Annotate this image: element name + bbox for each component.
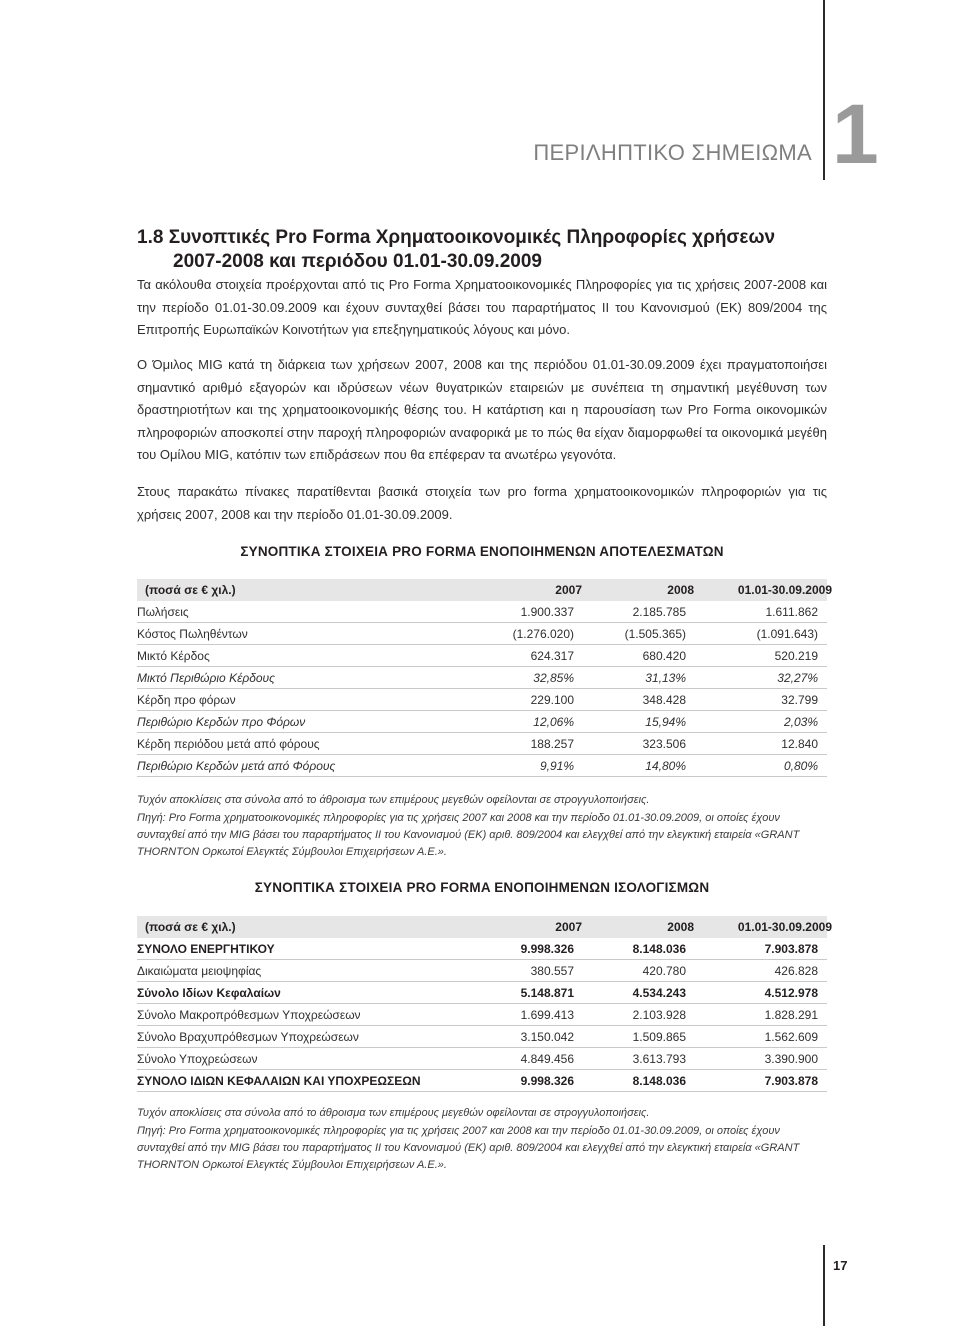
running-header-title: ΠΕΡΙΛΗΠΤΙΚΟ ΣΗΜΕΙΩΜΑ <box>533 140 812 165</box>
value-2008: 323.506 <box>642 736 686 751</box>
value-2008: 2.185.785 <box>632 604 686 619</box>
value-2008: 4.534.243 <box>632 985 686 1000</box>
value-2007: 5.148.871 <box>520 985 574 1000</box>
income-table <box>137 579 832 777</box>
table-row <box>137 689 827 711</box>
income-table-body <box>137 601 827 777</box>
value-2007: 188.257 <box>530 736 574 751</box>
table-row <box>137 733 827 755</box>
value-2007: 12,06% <box>533 714 574 729</box>
header-rule <box>823 0 825 180</box>
value-2009: 1.562.609 <box>764 1029 818 1044</box>
value-2007: 9.998.326 <box>520 1073 574 1088</box>
value-2009: 4.512.978 <box>764 985 818 1000</box>
value-2008: 3.613.793 <box>632 1051 686 1066</box>
value-2008: 14,80% <box>645 758 686 773</box>
value-2007: 229.100 <box>530 692 574 707</box>
header-units: (ποσά σε € χιλ.) <box>145 920 236 934</box>
value-2009: 32.799 <box>781 692 818 707</box>
value-2007: 1.699.413 <box>520 1007 574 1022</box>
value-2007: 4.849.456 <box>520 1051 574 1066</box>
table-row <box>137 938 827 960</box>
balance-table-header <box>137 916 832 938</box>
table-row <box>137 1004 827 1026</box>
row-label: Σύνολο Μακροπρόθεσμων Υποχρεώσεων <box>137 1007 361 1022</box>
value-2008: 420.780 <box>642 963 686 978</box>
value-2007: 9.998.326 <box>520 941 574 956</box>
table-row <box>137 1070 827 1092</box>
balance-table-body <box>137 938 827 1092</box>
value-2007: (1.276.020) <box>512 626 574 641</box>
value-2009: 32,27% <box>777 670 818 685</box>
table-row <box>137 1026 827 1048</box>
row-label: Δικαιώματα μειοψηφίας <box>137 963 262 978</box>
value-2009: 1.611.862 <box>765 604 818 619</box>
header-units: (ποσά σε € χιλ.) <box>145 583 236 597</box>
value-2007: 32,85% <box>533 670 574 685</box>
value-2008: 8.148.036 <box>632 941 686 956</box>
footer-rule <box>823 1245 825 1326</box>
value-2009: 7.903.878 <box>764 941 818 956</box>
table-row <box>137 645 827 667</box>
income-rounding-note: Τυχόν αποκλίσεις στα σύνολα από το άθροισμα των επιμέρους μεγεθών οφείλονται σε στρογγυλοποιήσεις. <box>137 794 650 806</box>
header-2007: 2007 <box>555 920 582 934</box>
value-2009: 1.828.291 <box>764 1007 818 1022</box>
value-2007: 9,91% <box>539 758 574 773</box>
value-2009: 0,80% <box>783 758 818 773</box>
row-label: ΣΥΝΟΛΟ ΙΔΙΩΝ ΚΕΦΑΛΑΙΩΝ ΚΑΙ ΥΠΟΧΡΕΩΣΕΩΝ <box>137 1073 421 1088</box>
intro-paragraph: Τα ακόλουθα στοιχεία προέρχονται από τις Pro Forma Χρηματοοικονομικές Πληροφορίες για τις χρήσεις 2007-2008 και την περίοδο 01.01-30.09.2009 και έχουν συνταχθεί βάσει του παραρτήματος ΙΙ του Κανονισμού (ΕΚ) 809/2004 της Επιτροπής Ευρωπαϊκών Κοινοτήτων για επεξηγηματικούς λόγους και μόνο. <box>137 277 827 337</box>
header-2008: 2008 <box>667 920 694 934</box>
section-title-line-2: 2007-2008 και περιόδου 01.01-30.09.2009 <box>173 251 542 272</box>
income-table-title: ΣΥΝΟΠΤΙΚΑ ΣΤΟΙΧΕΙΑ PRO FORMA ΕΝΟΠΟΙΗΜΕΝΩΝ ΑΠΟΤΕΛΕΣΜΑΤΩΝ <box>240 544 724 559</box>
section-title <box>137 226 827 274</box>
table-row <box>137 623 827 645</box>
row-label: ΣΥΝΟΛΟ ΕΝΕΡΓΗΤΙΚΟΥ <box>137 941 275 956</box>
value-2007: 624.317 <box>530 648 574 663</box>
value-2009: 426.828 <box>774 963 818 978</box>
header-period-2009: 01.01-30.09.2009 <box>737 583 832 597</box>
income-source-note: Πηγή: Pro Forma χρηματοοικονομικές πληροφορίες για τις χρήσεις 2007 και 2008 και την περίοδο 01.01-30.09.2009, οι οποίες έχουν συνταχθεί από την MIG βάσει του παραρτήματος ΙΙ του Κανονισμού (ΕΚ) αριθ. 809/2004 και ελεγχθεί από την ελεγκτική εταιρεία «GRANT THORNTON Ορκωτοί Ελεγκτές Σύμβουλοι Επιχειρήσεων Α.Ε.». <box>137 812 800 858</box>
chapter-number: 1 <box>832 87 879 181</box>
table-row <box>137 982 827 1004</box>
header-2008: 2008 <box>667 583 694 597</box>
value-2007: 380.557 <box>530 963 574 978</box>
value-2008: 680.420 <box>642 648 686 663</box>
value-2008: 348.428 <box>642 692 686 707</box>
value-2008: 15,94% <box>645 714 686 729</box>
table-row <box>137 667 827 689</box>
value-2009: 520.219 <box>774 648 818 663</box>
row-label: Σύνολο Βραχυπρόθεσμων Υποχρεώσεων <box>137 1029 359 1044</box>
tables-intro-paragraph: Στους παρακάτω πίνακες παρατίθενται βασικά στοιχεία των pro forma χρηματοοικονομικών πληροφοριών για τις χρήσεις 2007, 2008 και την περίοδο 01.01-30.09.2009. <box>137 484 827 522</box>
row-label: Κέρδη προ φόρων <box>137 692 236 707</box>
income-table-header <box>137 579 832 601</box>
table-row <box>137 1048 827 1070</box>
value-2008: (1.505.365) <box>624 626 686 641</box>
row-label: Μικτό Περιθώριο Κέρδους <box>137 670 275 685</box>
header-2007: 2007 <box>555 583 582 597</box>
balance-table <box>137 916 832 1092</box>
row-label: Περιθώριο Κερδών προ Φόρων <box>137 714 306 729</box>
page-number: 17 <box>833 1258 848 1273</box>
row-label: Κόστος Πωληθέντων <box>137 626 248 641</box>
balance-source-note: Πηγή: Pro Forma χρηματοοικονομικές πληροφορίες για τις χρήσεις 2007 και 2008 και την περίοδο 01.01-30.09.2009, οι οποίες έχουν συνταχθεί από την MIG βάσει του παραρτήματος ΙΙ του Κανονισμού (ΕΚ) αριθ. 809/2004 και ελεγχθεί από την ελεγκτική εταιρεία «GRANT THORNTON Ορκωτοί Ελεγκτές Σύμβουλοι Επιχειρήσεων Α.Ε.». <box>137 1125 800 1171</box>
table-row <box>137 755 827 777</box>
value-2008: 2.103.928 <box>632 1007 686 1022</box>
table-row <box>137 601 827 623</box>
table-row <box>137 711 827 733</box>
section-title-line-1: 1.8 Συνοπτικές Pro Forma Χρηματοοικονομικές Πληροφορίες χρήσεων <box>137 227 776 248</box>
value-2009: 7.903.878 <box>764 1073 818 1088</box>
value-2008: 8.148.036 <box>632 1073 686 1088</box>
value-2008: 1.509.865 <box>632 1029 686 1044</box>
row-label: Κέρδη περιόδου μετά από φόρους <box>137 736 320 751</box>
mig-paragraph: Ο Όμιλος MIG κατά τη διάρκεια των χρήσεων 2007, 2008 και της περιόδου 01.01-30.09.2009 έχει πραγματοποιήσει σημαντικό αριθμό εξαγορών και ιδρύσεων νέων θυγατρικών εταιρειών με συνέπεια τη σημαντική μεγέθυνση των δραστηριοτήτων και της χρηματοοικονομικής θέσης του. Η κατάρτιση και η παρουσίαση των Pro Forma οικονομικών πληροφοριών αποσκοπεί στην παροχή πληροφοριών αναφορικά με το πώς θα είχαν διαμορφωθεί τα οικονομικά μεγέθη του Ομίλου MIG, κατόπιν των επιδράσεων που θα επέφεραν τα ανωτέρω γεγονότα. <box>137 357 827 462</box>
row-label: Περιθώριο Κερδών μετά από Φόρους <box>137 758 336 773</box>
row-label: Πωλήσεις <box>137 604 189 619</box>
value-2009: 2,03% <box>783 714 818 729</box>
header-period-2009: 01.01-30.09.2009 <box>737 920 832 934</box>
value-2008: 31,13% <box>645 670 686 685</box>
balance-rounding-note: Τυχόν αποκλίσεις στα σύνολα από το άθροισμα των επιμέρους μεγεθών οφείλονται σε στρογγυλοποιήσεις. <box>137 1107 650 1119</box>
table-row <box>137 960 827 982</box>
row-label: Σύνολο Υποχρεώσεων <box>137 1051 258 1066</box>
value-2009: 12.840 <box>781 736 818 751</box>
row-label: Μικτό Κέρδος <box>137 648 210 663</box>
row-label: Σύνολο Ιδίων Κεφαλαίων <box>137 985 281 1000</box>
value-2007: 1.900.337 <box>520 604 574 619</box>
value-2007: 3.150.042 <box>520 1029 574 1044</box>
balance-table-title: ΣΥΝΟΠΤΙΚΑ ΣΤΟΙΧΕΙΑ PRO FORMA ΕΝΟΠΟΙΗΜΕΝΩΝ ΙΣΟΛΟΓΙΣΜΩΝ <box>254 880 710 895</box>
value-2009: (1.091.643) <box>756 626 818 641</box>
value-2009: 3.390.900 <box>764 1051 818 1066</box>
